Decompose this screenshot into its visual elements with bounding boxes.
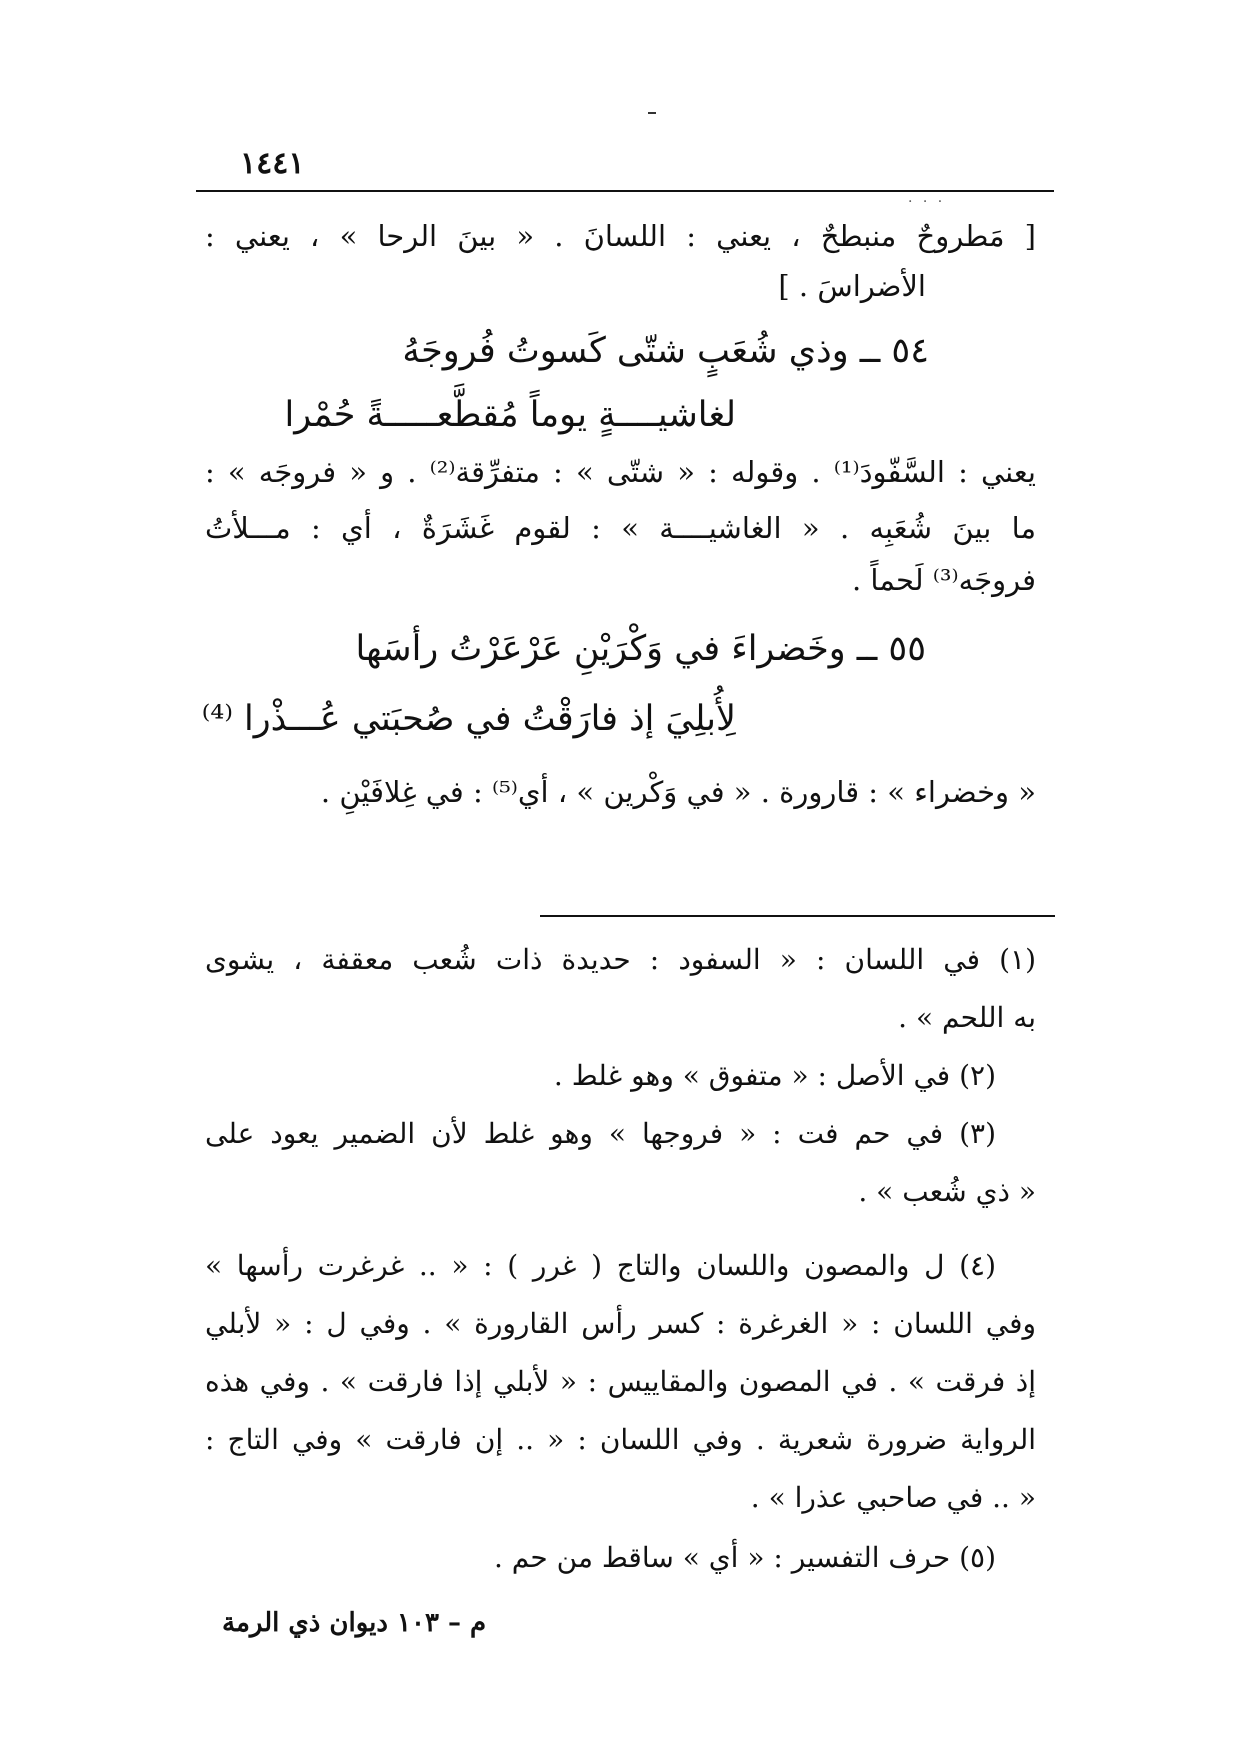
header-dots: · · ·: [908, 194, 946, 210]
header-mark: [648, 112, 656, 114]
verse-54-second-hemistich: لغاشيــــةٍ يوماً مُقطَّعـــــةً حُمْرا: [284, 395, 736, 435]
commentary-54-line-3: فروجَه⁽³⁾ لَحماً .: [851, 563, 1036, 597]
printer-signature: م – ١٠٣ ديوان ذي الرمة: [222, 1608, 487, 1638]
footnote-4-line-4: الرواية ضرورة شعرية . وفي اللسان : « .. إن فارقت » وفي التاج :: [205, 1423, 1036, 1456]
commentary-54-line-1: يعني : السَّفّودَ⁽¹⁾ . وقوله : « شتّى » : متفرِّقة⁽²⁾ . و « فروجَه » :: [205, 455, 1036, 489]
footnote-3-line-2: « ذي شُعب » .: [858, 1175, 1036, 1208]
verse-54-first-hemistich: ٥٤ ــ وذي شُعَبٍ شتّى كَسوتُ فُروجَهُ: [402, 331, 929, 371]
footnote-rule: [540, 915, 1055, 917]
commentary-55: « وخضراء » : قارورة . « في وَكْرين » ، أي⁽⁵⁾ : في غِلافَيْنِ .: [320, 775, 1036, 809]
note-line-1: [ مَطروحٌ منبطحٌ ، يعني : اللسانَ . « بينَ الرحا » ، يعني :: [205, 219, 1036, 253]
footnote-1-line-1: (١) في اللسان : « السفود : حديدة ذات شُعب معقفة ، يشوى: [205, 943, 1036, 976]
footnote-4-line-2: وفي اللسان : « الغرغرة : كسر رأس القارورة » . وفي ل : « لأبلي: [205, 1307, 1036, 1340]
footnote-4-line-3: إذ فرقت » . في المصون والمقاييس : « لأبلي إذا فارقت » . وفي هذه: [205, 1365, 1036, 1398]
note-line-2: الأضراسَ . ]: [778, 269, 926, 303]
footnote-3-line-1: (٣) في حم فت : « فروجها » وهو غلط لأن الضمير يعود على: [205, 1117, 996, 1150]
footnote-4-line-5: « .. في صاحبي عذرا » .: [750, 1481, 1036, 1514]
footnote-4-line-1: (٤) ل والمصون واللسان والتاج ( غرر ) : « .. غرغرت رأسها »: [205, 1249, 996, 1282]
footnote-1-line-2: به اللحم » .: [898, 1001, 1036, 1034]
verse-55-first-hemistich: ٥٥ ــ وخَضراءَ في وَكْرَيْنِ عَرْعَرْتُ رأسَها: [355, 629, 926, 669]
footnote-5: (٥) حرف التفسير : « أي » ساقط من حم .: [494, 1541, 996, 1574]
commentary-54-line-2: ما بينَ شُعَبِه . « الغاشيــــة » : لقوم غَشَرَةٌ ، أي : مـــلأتُ: [205, 511, 1036, 545]
verse-55-second-hemistich: لِأُبلِيَ إذ فارَقْتُ في صُحبَتي عُـــذْرا ⁽⁴⁾: [201, 699, 736, 739]
footnote-2: (٢) في الأصل : « متفوق » وهو غلط .: [553, 1059, 996, 1092]
page-number: ١٤٤١: [240, 146, 305, 181]
header-rule: [196, 190, 1054, 192]
